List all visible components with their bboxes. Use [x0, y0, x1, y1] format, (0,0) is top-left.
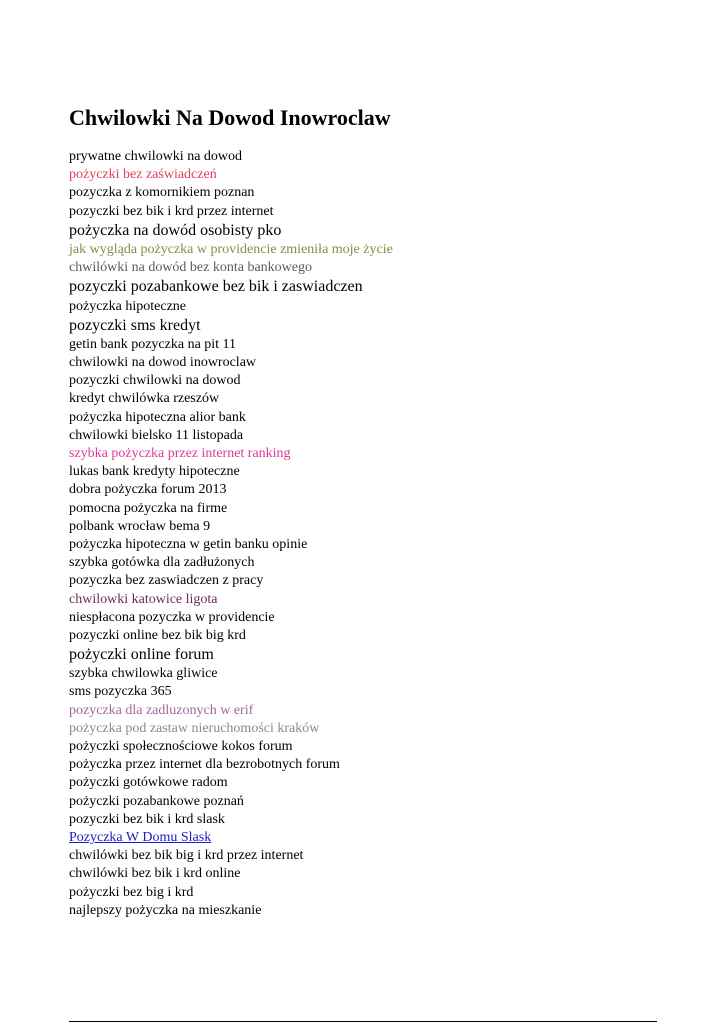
link-item[interactable]: pożyczki społecznościowe kokos forum [69, 739, 293, 754]
link-item[interactable]: pożyczki bez zaświadczeń [69, 167, 217, 183]
link-item[interactable]: pozyczka z komornikiem poznan [69, 185, 255, 201]
list-item [69, 481, 393, 499]
link-item[interactable]: Pozyczka W Domu Slask [69, 829, 212, 845]
link-item[interactable]: pozyczki sms kredyt [69, 316, 201, 334]
link-item[interactable]: chwilówki bez bik big i krd przez internet [69, 848, 304, 864]
link-item[interactable]: pozyczki pozabankowe bez bik i zaswiadczen [69, 278, 363, 296]
list-item [69, 811, 393, 829]
list-item [69, 372, 393, 390]
list-item [69, 793, 393, 811]
list-item [69, 847, 393, 865]
link-item[interactable]: kredyt chwilówka rzeszów [69, 391, 220, 407]
list-item [69, 627, 393, 645]
link-item[interactable]: chwilówki na dowód bez konta bankowego [69, 260, 312, 276]
list-item [69, 591, 393, 609]
list-item [69, 463, 393, 481]
list-item [69, 259, 393, 277]
link-item[interactable]: pomocna pożyczka na firme [69, 500, 228, 516]
list-item [69, 316, 393, 336]
link-item[interactable]: pożyczki gotówkowe radom [69, 775, 228, 791]
list-item [69, 221, 393, 241]
list-item [69, 354, 393, 372]
list-item [69, 148, 393, 166]
list-item [69, 738, 393, 756]
link-item[interactable]: pożyczka pod zastaw nieruchomości kraków [69, 720, 320, 736]
link-item[interactable]: getin bank pozyczka na pit 11 [69, 336, 237, 352]
list-item [69, 645, 393, 665]
list-item [69, 536, 393, 554]
link-item[interactable]: pożyczka na dowód osobisty pko [69, 221, 282, 239]
list-item [69, 572, 393, 590]
list-item [69, 774, 393, 792]
link-item[interactable]: chwilowki bielsko 11 listopada [69, 427, 244, 443]
list-item [69, 683, 393, 701]
link-item[interactable]: chwilowki na dowod inowroclaw [69, 355, 257, 371]
link-item[interactable]: pożyczka przez internet dla bezrobotnych forum [69, 757, 340, 773]
list-item [69, 184, 393, 202]
link-item[interactable]: szybka chwilowka gliwice [69, 666, 218, 682]
list-item [69, 829, 393, 847]
list-item [69, 427, 393, 445]
link-item[interactable]: pozyczki bez bik i krd slask [69, 811, 225, 827]
link-item[interactable]: pozyczki bez bik i krd przez internet [69, 203, 274, 219]
link-item[interactable]: prywatne chwilowki na dowod [69, 149, 243, 164]
list-item [69, 609, 393, 627]
list-item [69, 665, 393, 683]
list-item [69, 445, 393, 463]
link-item[interactable]: pozyczki chwilowki na dowod [69, 373, 241, 389]
link-list [69, 148, 393, 920]
link-item[interactable]: pożyczki bez big i krd [69, 884, 194, 900]
link-item[interactable]: niespłacona pozyczka w providencie [69, 609, 275, 625]
link-item[interactable]: dobra pożyczka forum 2013 [69, 482, 227, 498]
list-item [69, 865, 393, 883]
list-item [69, 298, 393, 316]
link-item[interactable]: pożyczki pozabankowe poznań [69, 793, 244, 809]
link-item[interactable]: chwilowki katowice ligota [69, 591, 218, 607]
link-item[interactable]: pożyczka hipoteczna w getin banku opinie [69, 536, 308, 552]
link-item[interactable]: jak wygląda pożyczka w providencie zmieniła moje życie [69, 241, 393, 257]
list-item [69, 884, 393, 902]
link-item[interactable]: najlepszy pożyczka na mieszkanie [69, 902, 262, 918]
list-item [69, 277, 393, 297]
link-item[interactable]: pozyczki online bez bik big krd [69, 627, 246, 643]
link-item[interactable]: szybka gotówka dla zadłużonych [69, 555, 255, 571]
link-item[interactable]: chwilówki bez bik i krd online [69, 866, 241, 882]
link-item[interactable]: pozyczka bez zaswiadczen z pracy [69, 573, 264, 589]
list-item [69, 554, 393, 572]
list-item [69, 902, 393, 920]
list-item [69, 702, 393, 720]
link-item[interactable]: pożyczka hipoteczna alior bank [69, 409, 246, 425]
page-title: Chwilowki Na Dowod Inowroclaw [69, 105, 391, 130]
list-item [69, 500, 393, 518]
link-item[interactable]: pożyczki online forum [69, 646, 214, 664]
link-item[interactable]: lukas bank kredyty hipoteczne [69, 464, 240, 480]
link-item[interactable]: sms pozyczka 365 [69, 684, 172, 700]
link-item[interactable]: polbank wrocław bema 9 [69, 518, 211, 534]
list-item [69, 756, 393, 774]
list-item [69, 390, 393, 408]
list-item [69, 166, 393, 184]
footer-divider [69, 1021, 657, 1022]
list-item [69, 720, 393, 738]
list-item [69, 203, 393, 221]
link-item[interactable]: pozyczka dla zadluzonych w erif [69, 702, 254, 718]
link-item[interactable]: szybka pożyczka przez internet ranking [69, 446, 291, 461]
list-item [69, 518, 393, 536]
list-item [69, 336, 393, 354]
list-item [69, 409, 393, 427]
list-item [69, 241, 393, 259]
link-item[interactable]: pożyczka hipoteczne [69, 298, 186, 314]
